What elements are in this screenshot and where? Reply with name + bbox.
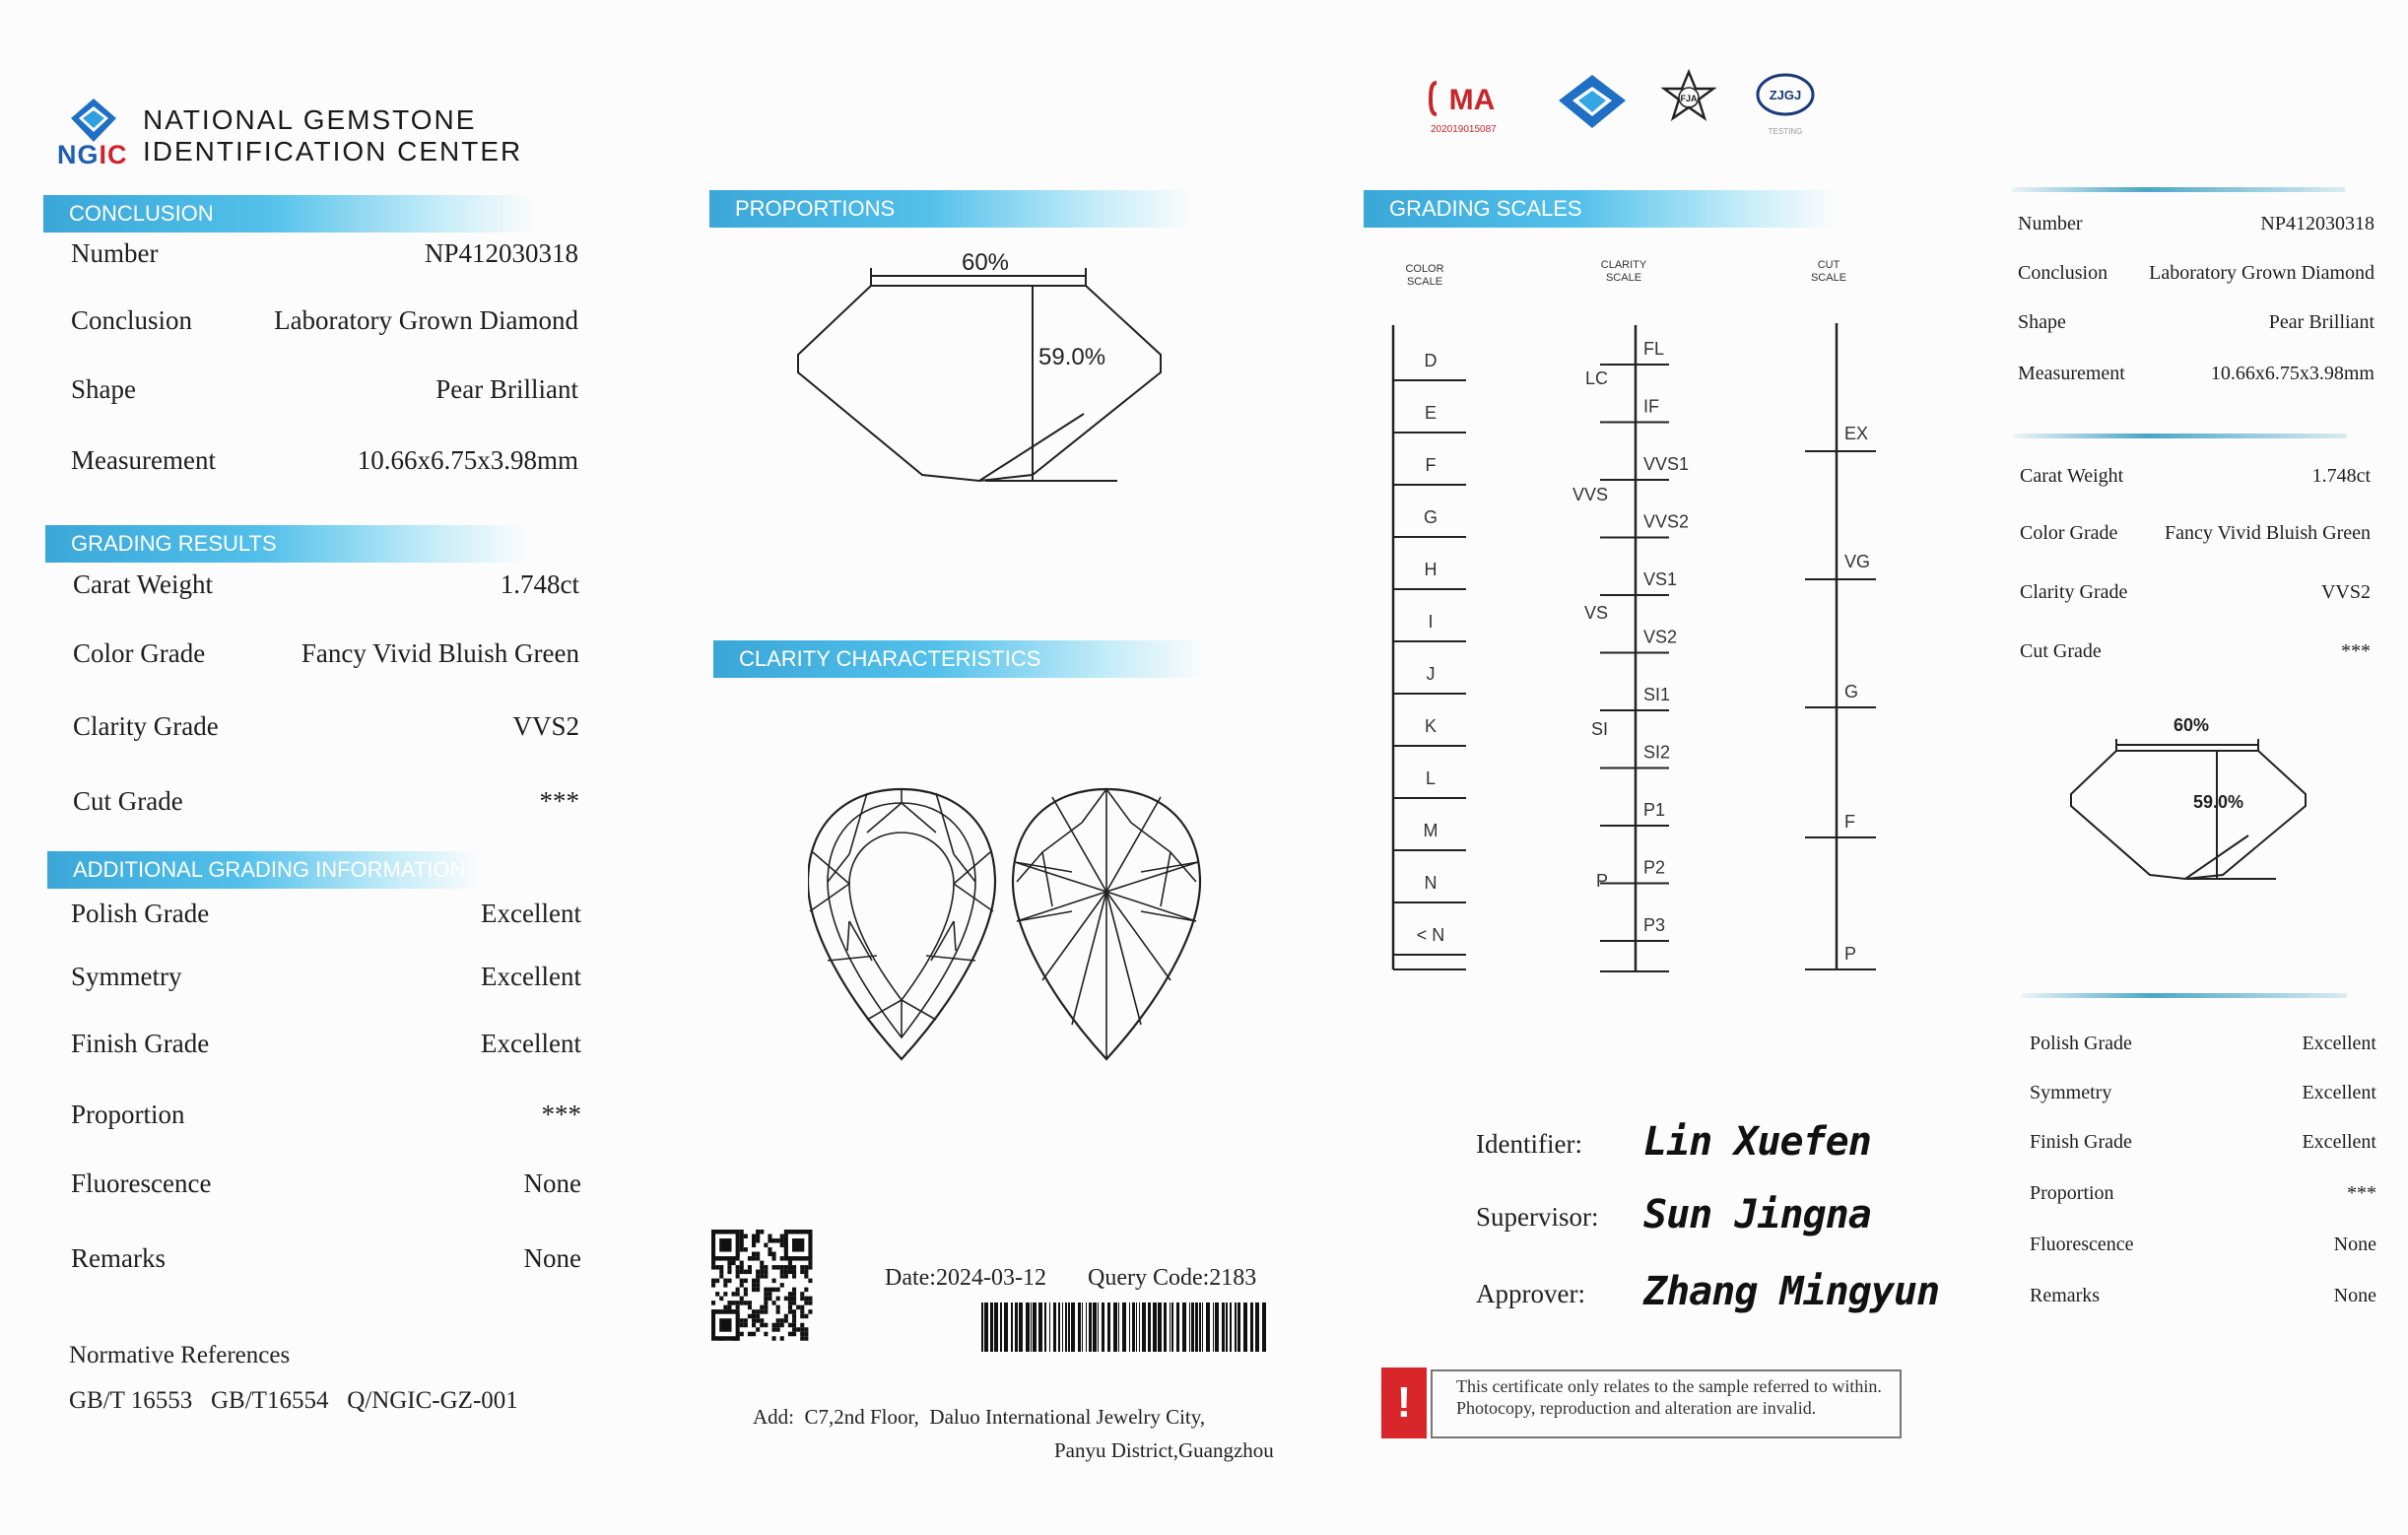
logo-line-2: IDENTIFICATION CENTER bbox=[143, 136, 523, 167]
conclusion-row bbox=[71, 305, 578, 339]
section-grading-results: GRADING RESULTS bbox=[45, 525, 528, 563]
address-line-2: Panyu District,Guangzhou bbox=[1054, 1438, 1274, 1462]
summary-bottom-value: *** bbox=[2347, 1182, 2376, 1204]
clarity-plot-diagram bbox=[808, 783, 1202, 1069]
summary-mid-value: Fancy Vivid Bluish Green bbox=[2165, 522, 2371, 544]
summary-top-label: Shape bbox=[2018, 311, 2066, 333]
additional-label: Symmetry bbox=[71, 962, 182, 991]
signature-name: Lin Xuefen bbox=[1643, 1119, 1871, 1165]
normative-refs: GB/T 16553 GB/T16554 Q/NGIC-GZ-001 bbox=[69, 1387, 518, 1414]
summary-bottom-label: Remarks bbox=[2030, 1285, 2101, 1306]
table-percent-label: 60% bbox=[961, 249, 1010, 276]
conclusion-value: NP412030318 bbox=[424, 238, 578, 268]
conclusion-label: Number bbox=[71, 238, 159, 268]
clarity-scale-title: CLARITY bbox=[1600, 259, 1647, 271]
summary-bottom-value: Excellent bbox=[2302, 1082, 2376, 1103]
clarity-grade-label: FL bbox=[1643, 339, 1665, 359]
summary-bottom-row bbox=[2030, 1234, 2376, 1267]
section-conclusion: CONCLUSION bbox=[43, 195, 536, 233]
summary-mid-label: Clarity Grade bbox=[2020, 581, 2128, 603]
conclusion-label: Measurement bbox=[71, 445, 216, 475]
color-grade-label: M bbox=[1423, 821, 1438, 840]
grading-row bbox=[73, 786, 579, 820]
color-grade-label: D bbox=[1424, 351, 1438, 370]
conclusion-row bbox=[71, 445, 578, 479]
additional-value: Excellent bbox=[481, 962, 581, 991]
summary-top-label: Measurement bbox=[2018, 363, 2125, 384]
query-code: Query Code:2183 bbox=[1088, 1265, 1257, 1291]
barcode bbox=[981, 1302, 1271, 1352]
summary-mid-value: *** bbox=[2341, 640, 2371, 662]
clarity-grade-label: P2 bbox=[1643, 857, 1666, 878]
signature-name: Sun Jingna bbox=[1643, 1192, 1871, 1237]
clarity-grade-label: VS2 bbox=[1643, 627, 1678, 647]
summary-bottom-row bbox=[2030, 1033, 2376, 1066]
additional-value: None bbox=[523, 1168, 581, 1198]
additional-label: Polish Grade bbox=[71, 899, 210, 928]
conclusion-value: Pear Brilliant bbox=[435, 374, 578, 404]
additional-value: None bbox=[523, 1243, 581, 1273]
color-grade-label: I bbox=[1428, 612, 1434, 632]
summary-bottom-value: None bbox=[2333, 1234, 2376, 1255]
conclusion-label: Shape bbox=[71, 374, 136, 404]
grading-row bbox=[73, 569, 579, 603]
clarity-group-label: VVS bbox=[1572, 485, 1608, 504]
grading-value: VVS2 bbox=[512, 711, 579, 741]
grading-value: 1.748ct bbox=[500, 569, 579, 599]
clarity-grade-label: VVS2 bbox=[1643, 511, 1690, 532]
grading-row bbox=[73, 638, 579, 672]
clarity-group-label: SI bbox=[1590, 719, 1608, 739]
clarity-grade-label: VS1 bbox=[1643, 569, 1678, 589]
notice-box bbox=[1381, 1366, 1904, 1450]
clarity-grade-label: P3 bbox=[1643, 915, 1666, 935]
section-grading-scales: GRADING SCALES bbox=[1364, 190, 1837, 228]
summary-top-value: Pear Brilliant bbox=[2268, 311, 2375, 333]
summary-top-row bbox=[2018, 262, 2375, 296]
clarity-grade-label: SI2 bbox=[1643, 742, 1671, 763]
summary-top-value: 10.66x6.75x3.98mm bbox=[2210, 363, 2375, 384]
color-grade-label: K bbox=[1424, 716, 1438, 736]
depth-percent-label: 59.0% bbox=[1038, 344, 1106, 370]
cma-number: 202019015087 bbox=[1431, 124, 1497, 135]
warning-icon: ! bbox=[1381, 1368, 1427, 1438]
additional-value: Excellent bbox=[481, 899, 581, 928]
additional-value: *** bbox=[541, 1100, 581, 1129]
summary-bottom-label: Symmetry bbox=[2030, 1082, 2112, 1103]
color-grade-label: H bbox=[1424, 560, 1438, 579]
summary-top-value: NP412030318 bbox=[2260, 213, 2375, 234]
proportion-diagram bbox=[788, 246, 1182, 493]
cma-text: MA bbox=[1448, 84, 1496, 116]
summary-bottom-row bbox=[2030, 1182, 2376, 1216]
section-clarity-characteristics: CLARITY CHARACTERISTICS bbox=[713, 640, 1206, 678]
fja-text: FJA bbox=[1680, 94, 1698, 103]
conclusion-value: 10.66x6.75x3.98mm bbox=[357, 445, 578, 475]
pear-crown-view bbox=[808, 789, 995, 1059]
additional-row bbox=[71, 1168, 581, 1202]
cut-grade-label: P bbox=[1844, 944, 1857, 964]
summary-top-label: Conclusion bbox=[2018, 262, 2108, 284]
summary-mid-value: 1.748ct bbox=[2311, 465, 2371, 487]
cut-scale-title: SCALE bbox=[1810, 272, 1847, 284]
summary-mid-value: VVS2 bbox=[2320, 581, 2371, 603]
summary-mid-row bbox=[2020, 465, 2371, 499]
additional-label: Remarks bbox=[71, 1243, 166, 1273]
summary-bottom-label: Finish Grade bbox=[2030, 1131, 2132, 1153]
clarity-group-label: P bbox=[1595, 871, 1608, 891]
summary-bottom-row bbox=[2030, 1082, 2376, 1115]
conclusion-label: Conclusion bbox=[71, 305, 193, 335]
logo-line-1: NATIONAL GEMSTONE bbox=[143, 104, 477, 135]
summary-top-row bbox=[2018, 363, 2375, 396]
summary-table-label: 60% bbox=[2173, 715, 2210, 735]
color-grade-label: L bbox=[1425, 768, 1437, 788]
grading-label: Color Grade bbox=[73, 638, 206, 668]
grading-label: Clarity Grade bbox=[73, 711, 219, 741]
color-grade-label: N bbox=[1424, 873, 1438, 893]
summary-bottom-row bbox=[2030, 1131, 2376, 1165]
cut-grade-label: EX bbox=[1844, 424, 1869, 443]
issue-date: Date:2024-03-12 bbox=[885, 1265, 1046, 1291]
logo-abbr: NGIC bbox=[57, 140, 128, 169]
additional-label: Proportion bbox=[71, 1100, 185, 1129]
cut-grade-label: G bbox=[1844, 682, 1859, 701]
signature-role: Supervisor: bbox=[1476, 1202, 1599, 1232]
grading-row bbox=[73, 711, 579, 745]
color-grade-label: J bbox=[1426, 664, 1436, 684]
normative-title: Normative References bbox=[69, 1342, 291, 1368]
additional-label: Finish Grade bbox=[71, 1029, 210, 1058]
section-additional: ADDITIONAL GRADING INFORMATION bbox=[47, 851, 481, 889]
cut-grade-label: F bbox=[1844, 812, 1855, 832]
signature-role: Approver: bbox=[1476, 1279, 1585, 1308]
cma-badge bbox=[1429, 77, 1513, 135]
ngic-logo-icon bbox=[61, 97, 126, 146]
notice-text: This certificate only relates to the sample referred to within. Photocopy, reproduction and alteration are invalid. bbox=[1456, 1376, 1882, 1418]
summary-mid-label: Carat Weight bbox=[2020, 465, 2124, 487]
pear-pavilion-view bbox=[1013, 789, 1200, 1059]
clarity-group-label: LC bbox=[1584, 368, 1608, 388]
summary-bottom-row bbox=[2030, 1285, 2376, 1318]
clarity-scale-title: SCALE bbox=[1605, 272, 1642, 284]
grading-value: Fancy Vivid Bluish Green bbox=[301, 638, 579, 668]
summary-top-row bbox=[2018, 311, 2375, 345]
signature-role: Identifier: bbox=[1476, 1129, 1582, 1159]
summary-rule-3 bbox=[2022, 993, 2347, 998]
summary-mid-row bbox=[2020, 640, 2371, 674]
additional-row bbox=[71, 962, 581, 995]
address-line-1: Add: C7,2nd Floor, Daluo International Jewelry City, bbox=[753, 1405, 1206, 1429]
summary-rule-1 bbox=[2012, 187, 2345, 192]
summary-mid-label: Color Grade bbox=[2020, 522, 2118, 544]
clarity-grade-label: IF bbox=[1643, 396, 1659, 417]
cma-logo-icon bbox=[1429, 77, 1513, 126]
additional-row bbox=[71, 1029, 581, 1062]
color-scale-title: COLOR bbox=[1405, 263, 1444, 275]
conclusion-row bbox=[71, 238, 578, 272]
qr-code[interactable] bbox=[711, 1230, 814, 1342]
color-grade-label: E bbox=[1424, 403, 1438, 423]
cut-scale-title: CUT bbox=[1817, 259, 1840, 271]
summary-rule-2 bbox=[2014, 434, 2347, 438]
fja-logo-icon bbox=[1661, 69, 1716, 124]
section-proportions: PROPORTIONS bbox=[709, 190, 1192, 228]
clarity-grade-label: P1 bbox=[1643, 800, 1666, 820]
color-grade-label: G bbox=[1423, 507, 1438, 527]
zjgj-logo-icon bbox=[1756, 73, 1815, 136]
clarity-group-label: VS bbox=[1583, 603, 1608, 623]
zjgj-text: ZJGJ bbox=[1769, 88, 1802, 102]
summary-bottom-value: Excellent bbox=[2302, 1033, 2376, 1054]
additional-label: Fluorescence bbox=[71, 1168, 212, 1198]
summary-top-label: Number bbox=[2018, 213, 2083, 234]
clarity-grade-label: VVS1 bbox=[1643, 454, 1690, 474]
summary-bottom-label: Fluorescence bbox=[2030, 1234, 2134, 1255]
summary-mid-label: Cut Grade bbox=[2020, 640, 2102, 662]
summary-mid-row bbox=[2020, 581, 2371, 615]
grading-scales-diagram bbox=[1360, 246, 1911, 995]
conclusion-row bbox=[71, 374, 578, 408]
grading-label: Carat Weight bbox=[73, 569, 214, 599]
summary-mid-row bbox=[2020, 522, 2371, 556]
summary-bottom-value: None bbox=[2333, 1285, 2376, 1306]
color-grade-label: < N bbox=[1416, 925, 1445, 945]
grading-value: *** bbox=[539, 786, 579, 816]
additional-row bbox=[71, 899, 581, 932]
summary-top-value: Laboratory Grown Diamond bbox=[2149, 262, 2375, 284]
summary-bottom-value: Excellent bbox=[2302, 1131, 2376, 1153]
summary-top-row bbox=[2018, 213, 2375, 246]
summary-bottom-label: Polish Grade bbox=[2030, 1033, 2132, 1054]
summary-proportion-diagram bbox=[2065, 711, 2313, 887]
summary-depth-label: 59.0% bbox=[2193, 792, 2244, 812]
conclusion-value: Laboratory Grown Diamond bbox=[274, 305, 578, 335]
additional-value: Excellent bbox=[481, 1029, 581, 1058]
summary-bottom-label: Proportion bbox=[2030, 1182, 2114, 1204]
cut-grade-label: VG bbox=[1844, 552, 1871, 571]
additional-row bbox=[71, 1243, 581, 1277]
grading-label: Cut Grade bbox=[73, 786, 183, 816]
color-grade-label: F bbox=[1425, 455, 1437, 475]
diamond-logo-icon bbox=[1557, 73, 1628, 130]
color-scale-title: SCALE bbox=[1406, 276, 1443, 288]
signature-name: Zhang Mingyun bbox=[1643, 1269, 1940, 1314]
additional-row bbox=[71, 1100, 581, 1133]
testing-text: TESTING bbox=[1768, 127, 1803, 136]
clarity-grade-label: SI1 bbox=[1643, 685, 1671, 704]
